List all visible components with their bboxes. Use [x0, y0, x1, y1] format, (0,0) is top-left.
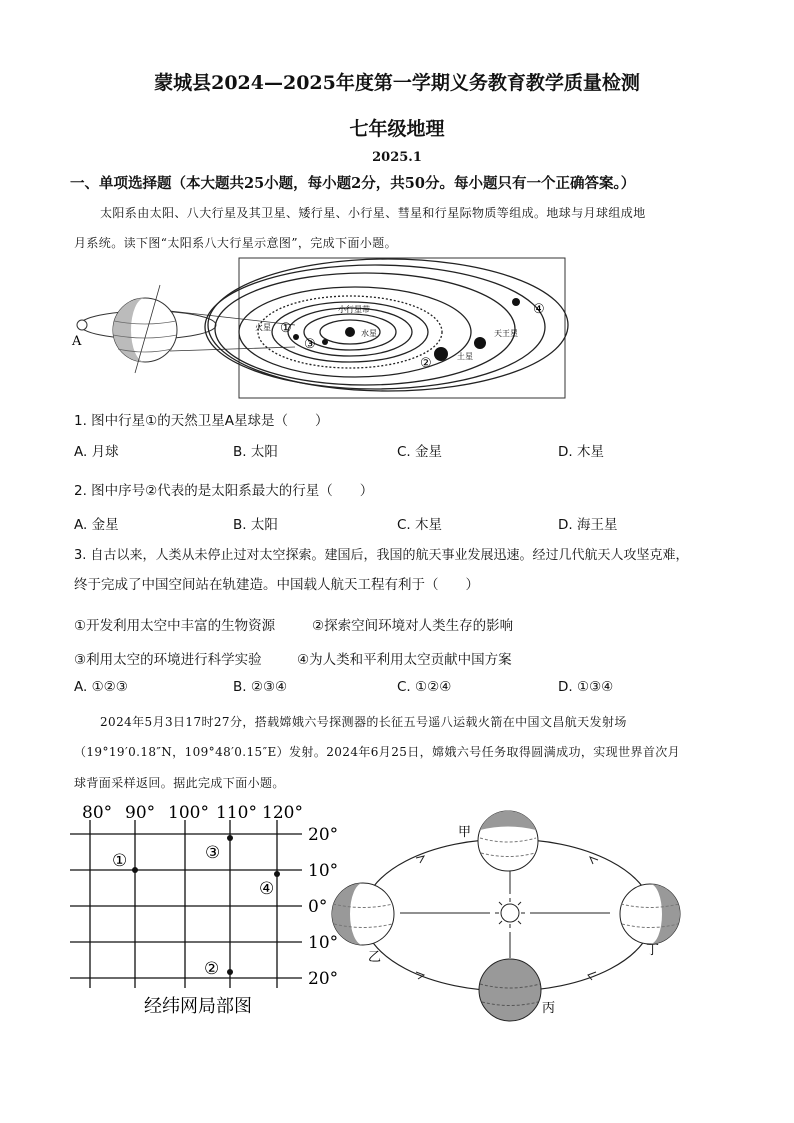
- svg-text:小行星带: 小行星带: [338, 305, 370, 314]
- q3-item-4: ④为人类和平利用太空贡献中国方案: [297, 652, 512, 668]
- q3-stem-line1: 3. 自古以来，人类从未停止过对太空探索。建国后，我国的航天事业发展迅速。经过几代航天人攻坚克难，: [74, 548, 689, 563]
- q3-stem-line2: 终于完成了中国空间站在轨建造。中国载人航天工程有利于（ ）: [74, 577, 479, 593]
- lon-label-110: 110°: [216, 803, 257, 823]
- label-yi: 乙: [368, 950, 382, 965]
- exam-title: 蒙城县2024—2025年度第一学期义务教育教学质量检测: [154, 72, 640, 94]
- q2-option-a[interactable]: A. 金星: [74, 517, 119, 533]
- q3-item-1: ①开发利用太空中丰富的生物资源: [74, 618, 276, 634]
- sun-icon: [495, 898, 525, 928]
- grid-point-4: ④: [259, 879, 275, 899]
- lon-label-90: 90°: [125, 803, 156, 823]
- lat-label-20s: 20°: [308, 969, 339, 989]
- q1-option-b[interactable]: B. 太阳: [233, 444, 278, 460]
- num-3: ③: [304, 337, 316, 352]
- intro1-line1: 太阳系由太阳、八大行星及其卫星、矮行星、小行星、彗星和行星际物质等组成。地球与月球组成地: [100, 206, 646, 220]
- intro2-line3: 球背面采样返回。据此完成下面小题。: [74, 776, 285, 790]
- svg-text:水星: 水星: [361, 329, 377, 338]
- earth-revolution-figure: [328, 808, 688, 1028]
- q3-item-3: ③利用太空的环境进行科学实验: [74, 652, 262, 668]
- q2-option-c[interactable]: C. 木星: [397, 517, 443, 533]
- earth-yi-icon: [332, 883, 394, 945]
- grid-point-1: ①: [112, 851, 128, 871]
- grid-caption: 经纬网局部图: [144, 996, 252, 1017]
- lat-label-10s: 10°: [308, 933, 339, 953]
- svg-text:土星: 土星: [457, 352, 473, 361]
- earth-ding-icon: [620, 884, 680, 944]
- lon-label-100: 100°: [168, 803, 209, 823]
- grid-point-2: ②: [204, 959, 220, 979]
- q1-option-d[interactable]: D. 木星: [558, 444, 604, 460]
- svg-text:天王星: 天王星: [494, 329, 518, 338]
- q3-option-d[interactable]: D. ①③④: [558, 679, 614, 695]
- moon-A: [77, 320, 87, 330]
- exam-subtitle: 七年级地理: [349, 118, 445, 140]
- q2-option-d[interactable]: D. 海王星: [558, 517, 618, 533]
- intro1-line2: 月系统。读下图“太阳系八大行星示意图”，完成下面小题。: [74, 236, 398, 250]
- label-ding: 丁: [646, 943, 660, 958]
- grid-point-3: ③: [205, 843, 221, 863]
- q1-stem: 1. 图中行星①的天然卫星A星球是（ ）: [74, 413, 329, 429]
- label-jia: 甲: [458, 825, 472, 840]
- q1-option-c[interactable]: C. 金星: [397, 444, 443, 460]
- q3-option-a[interactable]: A. ①②③: [74, 679, 128, 695]
- q2-stem: 2. 图中序号②代表的是太阳系最大的行星（ ）: [74, 483, 374, 499]
- q3-option-c[interactable]: C. ①②④: [397, 679, 452, 695]
- num-4: ④: [533, 302, 545, 317]
- q2-option-b[interactable]: B. 太阳: [233, 517, 278, 533]
- lon-label-120: 120°: [262, 803, 303, 823]
- lat-label-10n: 10°: [308, 861, 339, 881]
- num-1: ①: [280, 321, 292, 336]
- solar-system-figure: [70, 255, 570, 403]
- q3-item-2: ②探索空间环境对人类生存的影响: [312, 618, 514, 634]
- lon-label-80: 80°: [82, 803, 113, 823]
- earth-jia-icon: [478, 811, 538, 871]
- label-bing: 丙: [542, 1001, 556, 1016]
- q3-option-b[interactable]: B. ②③④: [233, 679, 288, 695]
- exam-date: 2025.1: [372, 150, 422, 165]
- svg-text:火星: 火星: [255, 323, 271, 332]
- num-2: ②: [420, 356, 432, 371]
- intro2-line1: 2024年5月3日17时27分，搭载嫦娥六号探测器的长征五号遥八运载火箭在中国文昌航天发射场: [100, 715, 627, 729]
- label-A: A: [72, 334, 82, 349]
- lat-lon-grid-figure: [70, 798, 350, 1023]
- lat-label-0: 0°: [308, 897, 328, 917]
- q1-option-a[interactable]: A. 月球: [74, 444, 119, 460]
- intro2-line2: （19°19′0.18″N，109°48′0.15″E）发射。2024年6月25日，嫦娥六号任务取得圆满成功，实现世界首次月: [74, 745, 681, 759]
- earth-globe-icon: [113, 285, 177, 373]
- section-heading: 一、单项选择题（本大题共25小题，每小题2分，共50分。每小题只有一个正确答案。）: [70, 175, 636, 192]
- lat-label-20n: 20°: [308, 825, 339, 845]
- earth-bing-icon: [479, 959, 541, 1021]
